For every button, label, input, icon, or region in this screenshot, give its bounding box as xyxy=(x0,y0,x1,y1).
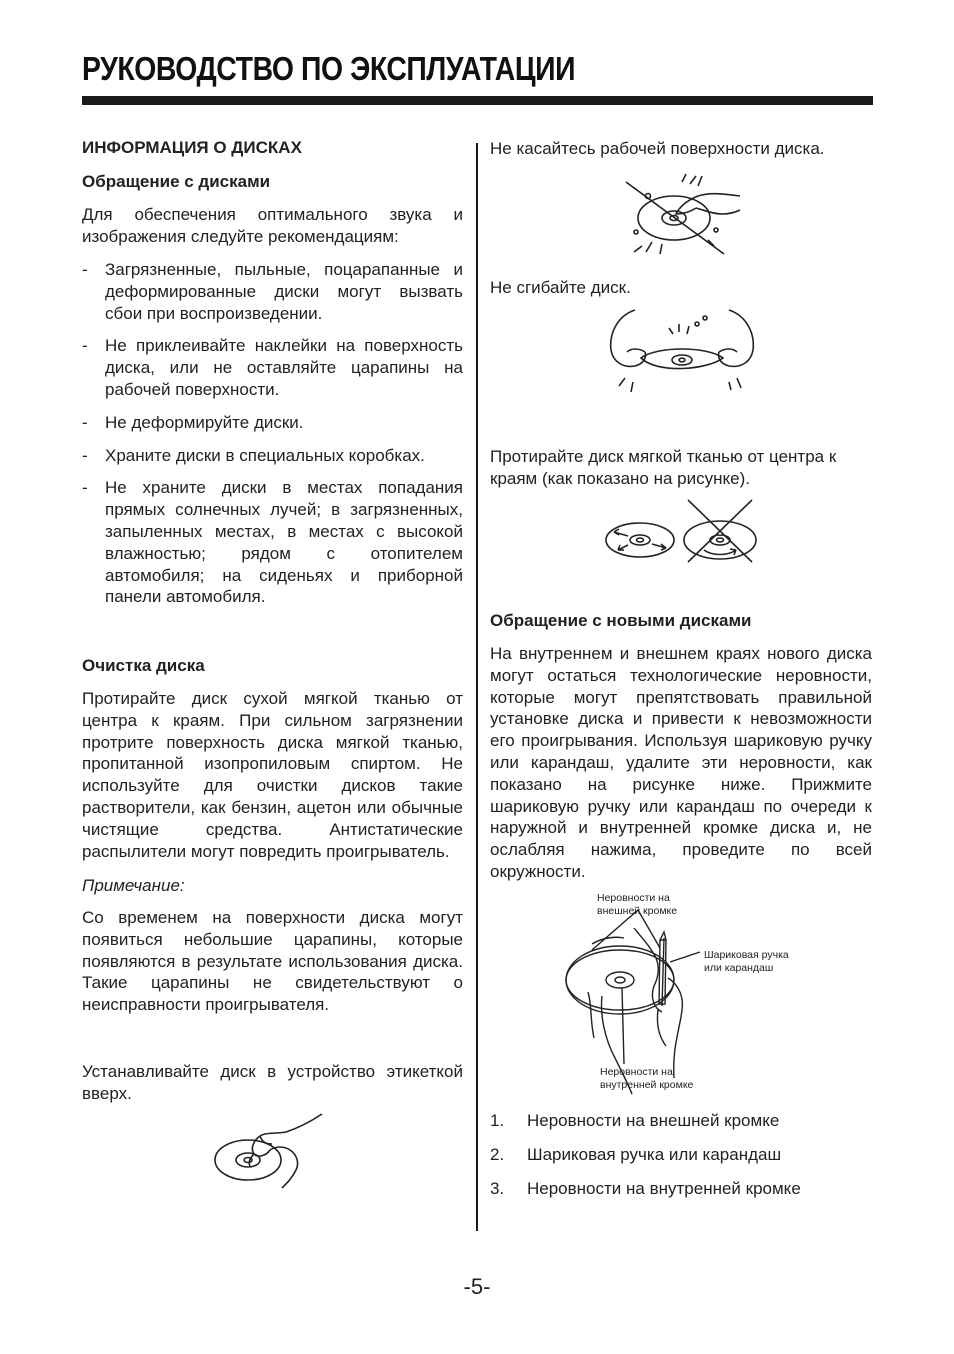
deburring-illustration xyxy=(562,888,812,1098)
list-item xyxy=(490,1110,872,1132)
wipe-direction-illustration xyxy=(602,496,762,566)
wipe-text: Протирайте диск мягкой тканью от центра к краям (как показано на рисунке). xyxy=(490,447,837,488)
list-item xyxy=(490,1144,872,1166)
cleaning-heading: Очистка диска xyxy=(82,656,205,675)
note-text: Со временем на поверхности диска могут появиться небольшие царапины, которые появляются в результате использования диска. Такие царапины не свидетельствуют о неисправности проигрывателя. xyxy=(82,908,463,1015)
no-bend-illustration xyxy=(605,306,760,398)
section-title: ИНФОРМАЦИЯ О ДИСКАХ xyxy=(82,138,302,157)
legend-text: Неровности на внутренней кромке xyxy=(527,1178,801,1198)
page-number: -5- xyxy=(463,1274,491,1299)
label-inner-burrs: Неровности на внутренней кромке xyxy=(600,1066,694,1091)
handling-heading: Обращение с дисками xyxy=(82,172,271,191)
cleaning-text: Протирайте диск сухой мягкой тканью от центра к краям. При сильном загрязнении протрите поверхность диска мягкой тканью, пропитанной изопропиловым спиртом. Не используйте для очистки дисков такие растворители, как бензин, ацетон или обычные чистящие средства. Антистатические распылители могут повредить проигрыватель. xyxy=(82,689,463,861)
legend-text: Шариковая ручка или карандаш xyxy=(527,1144,782,1164)
column-divider xyxy=(476,143,478,1231)
legend-text: Неровности на внешней кромке xyxy=(527,1111,780,1130)
legend-number: 3. xyxy=(490,1178,505,1198)
no-touch-text: Не касайтесь рабочей поверхности диска. xyxy=(490,139,825,158)
no-bend-text: Не сгибайте диск. xyxy=(490,278,631,297)
handling-intro: Для обеспечения оптимального звука и изображения следуйте рекомендациям: xyxy=(82,205,463,246)
list-item: - Не храните диски в местах попадания прямых солнечных лучей; в загрязненных, запыленных местах, в местах с высокой влажностью; рядом с отопителем автомобиля; на сиденьях и приборной панели автомобиля. xyxy=(82,477,463,608)
list-item: - Храните диски в специальных коробках. xyxy=(82,445,463,467)
note-label: Примечание: xyxy=(82,876,185,895)
no-touch-illustration xyxy=(612,170,742,262)
label-outer-burrs: Неровности на внешней кромке xyxy=(597,892,678,917)
insert-text: Устанавливайте диск в устройство этикеткой вверх. xyxy=(82,1062,463,1103)
list-item: - Не приклеивайте наклейки на поверхность диска, или не оставляйте царапины на рабочей поверхности. xyxy=(82,335,463,400)
handling-list xyxy=(82,259,463,619)
legend-number: 2. xyxy=(490,1144,505,1164)
page-title: РУКОВОДСТВО ПО ЭКСПЛУАТАЦИИ xyxy=(82,50,576,87)
new-discs-text: На внутреннем и внешнем краях нового диска могут остаться технологические неровности, которые могут препятствовать правильной установке диска и привести к невозможности его проигрывания. Используя шариковую ручку или карандаш, удалите эти неровности, как показано на рисунке ниже. Прижмите шариковую ручку или карандаш по очереди к наружной и внутренней кромке диска и, не ослабляя нажима, проведите по всей окружности. xyxy=(490,644,872,881)
list-item: - Загрязненные, пыльные, поцарапанные и деформированные диски могут вызвать сбои при воспроизведении. xyxy=(82,259,463,324)
insert-disc-illustration xyxy=(210,1110,330,1192)
legend-number: 1. xyxy=(490,1111,505,1130)
title-rule xyxy=(82,96,873,105)
list-item xyxy=(490,1178,872,1200)
new-discs-heading: Обращение с новыми дисками xyxy=(490,611,752,630)
label-pen: Шариковая ручка или карандаш xyxy=(704,949,789,974)
figure-legend xyxy=(490,1110,872,1211)
list-item: - Не деформируйте диски. xyxy=(82,412,463,434)
